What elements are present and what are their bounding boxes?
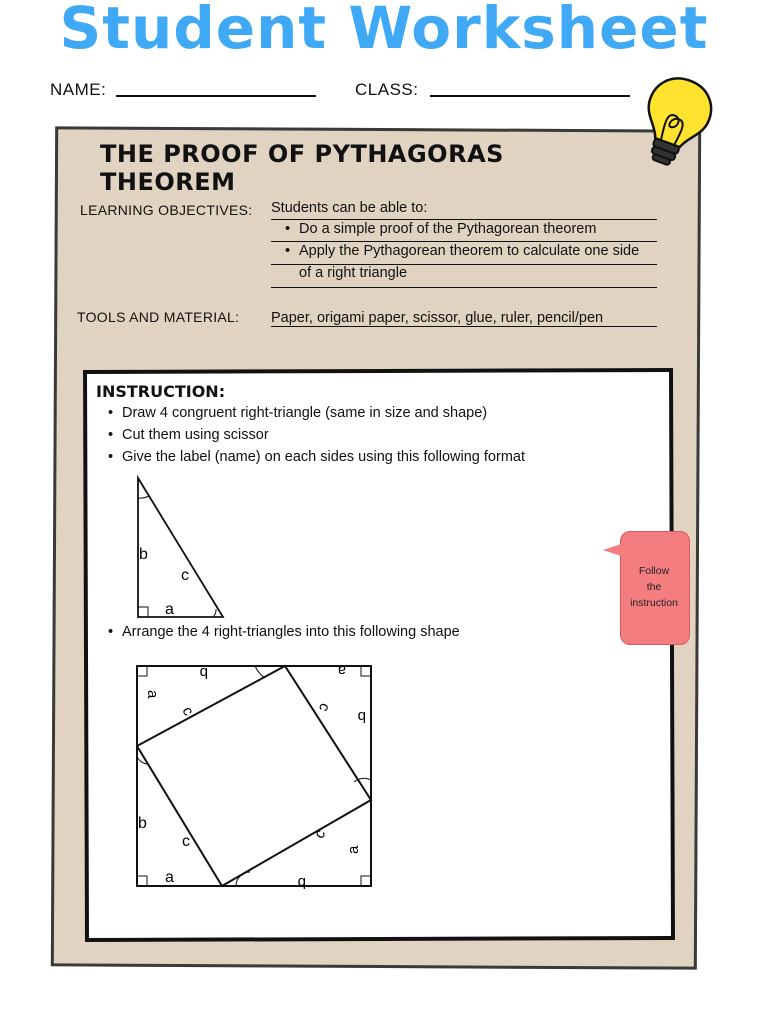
objectives-intro: Students can be able to: (271, 200, 428, 216)
instruction-step: • Cut them using scissor (122, 427, 269, 443)
side-label-a: a (337, 662, 346, 679)
side-label-c: c (315, 700, 334, 714)
worksheet-heading: THE PROOF OF PYTHAGORAS THEOREM (100, 140, 504, 196)
instruction-step: • Arrange the 4 right-triangles into this following shape (122, 624, 460, 640)
labeled-right-triangle (130, 470, 240, 622)
side-label-a: a (165, 601, 174, 618)
tools-rule (271, 326, 657, 327)
objective-item-continued: of a right triangle (299, 265, 408, 281)
side-label-b: b (199, 664, 208, 681)
callout-tail (603, 544, 621, 556)
side-label-b: b (297, 874, 306, 891)
name-label: NAME: (50, 80, 107, 99)
side-label-a: a (144, 690, 161, 699)
side-label-c: c (181, 567, 189, 584)
instruction-title: INSTRUCTION: (96, 382, 226, 401)
arranged-square-diagram (130, 660, 380, 892)
side-label-c: c (310, 826, 330, 842)
objectives-label: LEARNING OBJECTIVES: (80, 202, 253, 218)
tools-label: TOOLS AND MATERIAL: (77, 309, 240, 325)
lightbulb-icon (630, 72, 720, 172)
instruction-step: • Give the label (name) on each sides using this following format (122, 449, 525, 465)
instruction-step: • Draw 4 congruent right-triangle (same in size and shape) (122, 405, 487, 421)
name-field-line[interactable] (116, 95, 316, 97)
objectives-rule (271, 241, 657, 242)
side-label-b: b (138, 815, 147, 832)
side-label-b: b (139, 546, 148, 563)
side-label-c: c (182, 833, 190, 850)
tools-value: Paper, origami paper, scissor, glue, ruler, pencil/pen (271, 310, 604, 326)
side-label-a: a (165, 869, 174, 886)
side-label-b: b (357, 708, 366, 725)
objectives-rule (271, 287, 657, 288)
objective-item: • Do a simple proof of the Pythagorean theorem (299, 221, 596, 237)
objectives-rule (271, 219, 657, 220)
objective-item: • Apply the Pythagorean theorem to calculate one side (299, 243, 639, 259)
side-label-c: c (178, 703, 197, 719)
class-field-line[interactable] (430, 95, 630, 97)
worksheet-title: Student Worksheet (59, 0, 709, 62)
side-label-a: a (345, 845, 362, 854)
class-label: CLASS: (355, 80, 419, 99)
callout-text: Follow the instruction (630, 565, 678, 609)
